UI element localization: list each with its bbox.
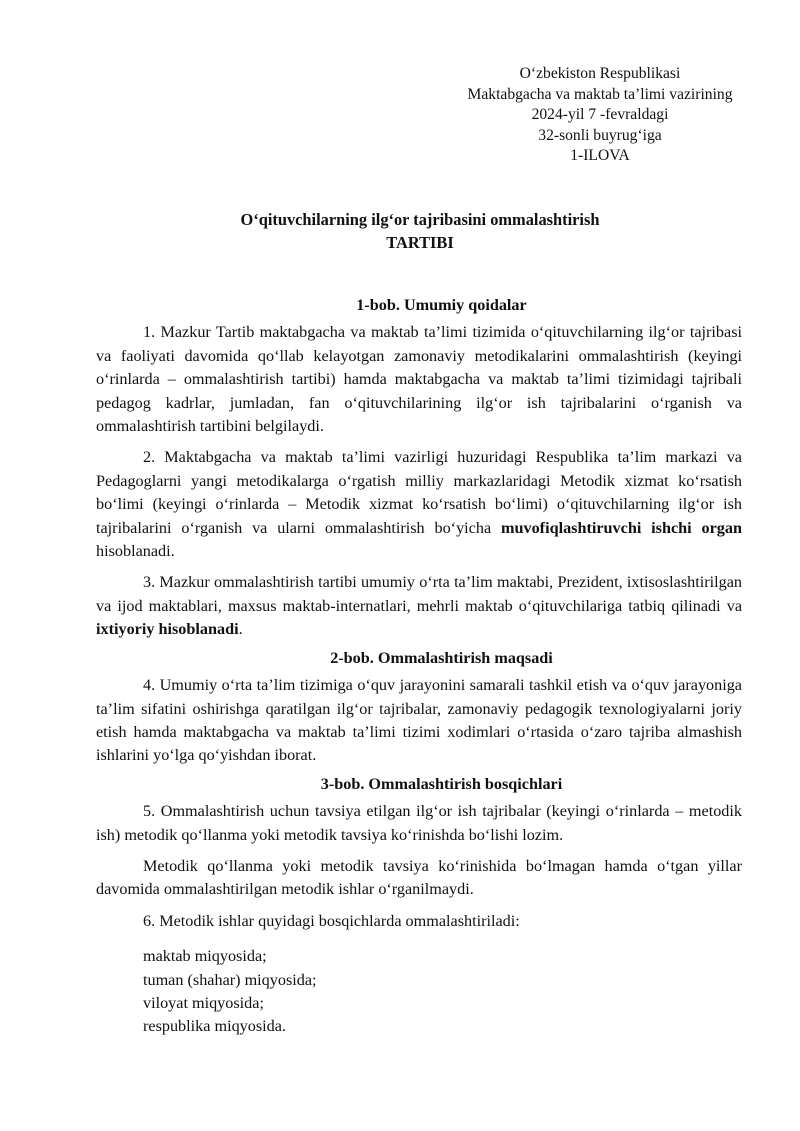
paragraph-text: .	[238, 620, 243, 639]
document-title	[0, 208, 800, 254]
paragraph	[96, 446, 742, 563]
list-item: respublika miqyosida.	[143, 1017, 286, 1036]
chapter-heading: 3-bob. Ommalashtirish bosqichlari	[320, 774, 563, 793]
title-line: TARTIBI	[386, 233, 454, 252]
approval-block	[455, 64, 745, 167]
emphasis-text: muvofiqlashtiruvchi ishchi organ	[501, 518, 742, 537]
paragraph-text: 6. Metodik ishlar quyidagi bosqichlarda ommalashtiriladi:	[143, 911, 520, 930]
levels-list	[143, 945, 742, 1039]
paragraph	[96, 855, 742, 902]
list-item: tuman (shahar) miqyosida;	[143, 970, 317, 989]
paragraph-text: 1. Mazkur Tartib maktabgacha va maktab ta’limi tizimida o‘qituvchilarning ilg‘or tajribasi va faoliyati davomida qo‘llab kelayotgan zamonaviy metodikalarini ommalashtirish (keyingi o‘rinlarda – ommalashtirish tartibi) hamda maktabgacha va maktab ta’limi tizimidagi tajribali pedagog kadrlar, jumladan, fan o‘qituvchilarining ilg‘or ish tajribalarini o‘rganish va ommalashtirish tartibini belgilaydi.	[96, 323, 742, 436]
approval-line: 2024-yil 7 -fevraldagi	[531, 106, 669, 123]
paragraph-text: hisoblanadi.	[96, 542, 175, 561]
paragraph	[96, 800, 742, 847]
emphasis-text: ixtiyoriy hisoblanadi	[96, 620, 239, 639]
approval-line: 1-ILOVA	[570, 147, 630, 164]
title-line: O‘qituvchilarning ilg‘or tajribasini ommalashtirish	[240, 210, 600, 229]
document-body	[96, 294, 742, 1039]
approval-line: O‘zbekiston Respublikasi	[519, 65, 681, 82]
list-item: maktab miqyosida;	[143, 947, 267, 966]
paragraph-text: 2. Maktabgacha va maktab ta’limi vazirligi huzuridagi Respublika ta’lim markazi va Pedagoglarni yangi metodikalarga o‘rgatish milliy markazlaridagi Metodik xizmat ko‘rsatish bo‘limi (keyingi o‘rinlarda – Metodik xizmat ko‘rsatish bo‘limi) o‘qituvchilarning ilg‘or ish tajribalarini o‘rganish va ularni ommalashtirish bo‘yicha	[96, 448, 742, 537]
paragraph-text: 4. Umumiy o‘rta ta’lim tizimiga o‘quv jarayonini samarali tashkil etish va o‘quv jarayoniga ta’lim sifatini oshirishga qaratilgan ilg‘or tajribalar, zamonaviy pedagogik texnologiyalarni joriy etish hamda maktabgacha va maktab ta’limi tizimi xodimlari o‘rtasida o‘zaro tajriba almashish ishlarini yo‘lga qo‘yishdan iborat.	[96, 676, 742, 765]
approval-line: Maktabgacha va maktab ta’limi vazirining	[467, 85, 733, 103]
chapter-heading: 2-bob. Ommalashtirish maqsadi	[330, 648, 553, 667]
paragraph	[96, 321, 742, 438]
paragraph-text: Metodik qo‘llanma yoki metodik tavsiya ko‘rinishida bo‘lmagan hamda o‘tgan yillar davomida ommalashtirilgan metodik ishlar o‘rganilmaydi.	[96, 856, 742, 899]
paragraph	[96, 571, 742, 641]
paragraph	[96, 674, 742, 768]
chapter-heading: 1-bob. Umumiy qoidalar	[356, 296, 527, 314]
paragraph	[96, 910, 742, 933]
paragraph-text: 3. Mazkur ommalashtirish tartibi umumiy o‘rta ta’lim maktabi, Prezident, ixtisoslashtirilgan va ijod maktablari, maxsus maktab-internatlari, mehrli maktab o‘qituvchilariga tatbiq qilinadi va	[96, 573, 742, 615]
list-item: viloyat miqyosida;	[143, 993, 264, 1012]
approval-line: 32-sonli buyrug‘iga	[538, 126, 662, 144]
paragraph-text: 5. Ommalashtirish uchun tavsiya etilgan ilg‘or ish tajribalar (keyingi o‘rinlarda – metodik ish) metodik qo‘llanma yoki metodik tavsiya ko‘rinishda bo‘lishi lozim.	[96, 802, 742, 844]
